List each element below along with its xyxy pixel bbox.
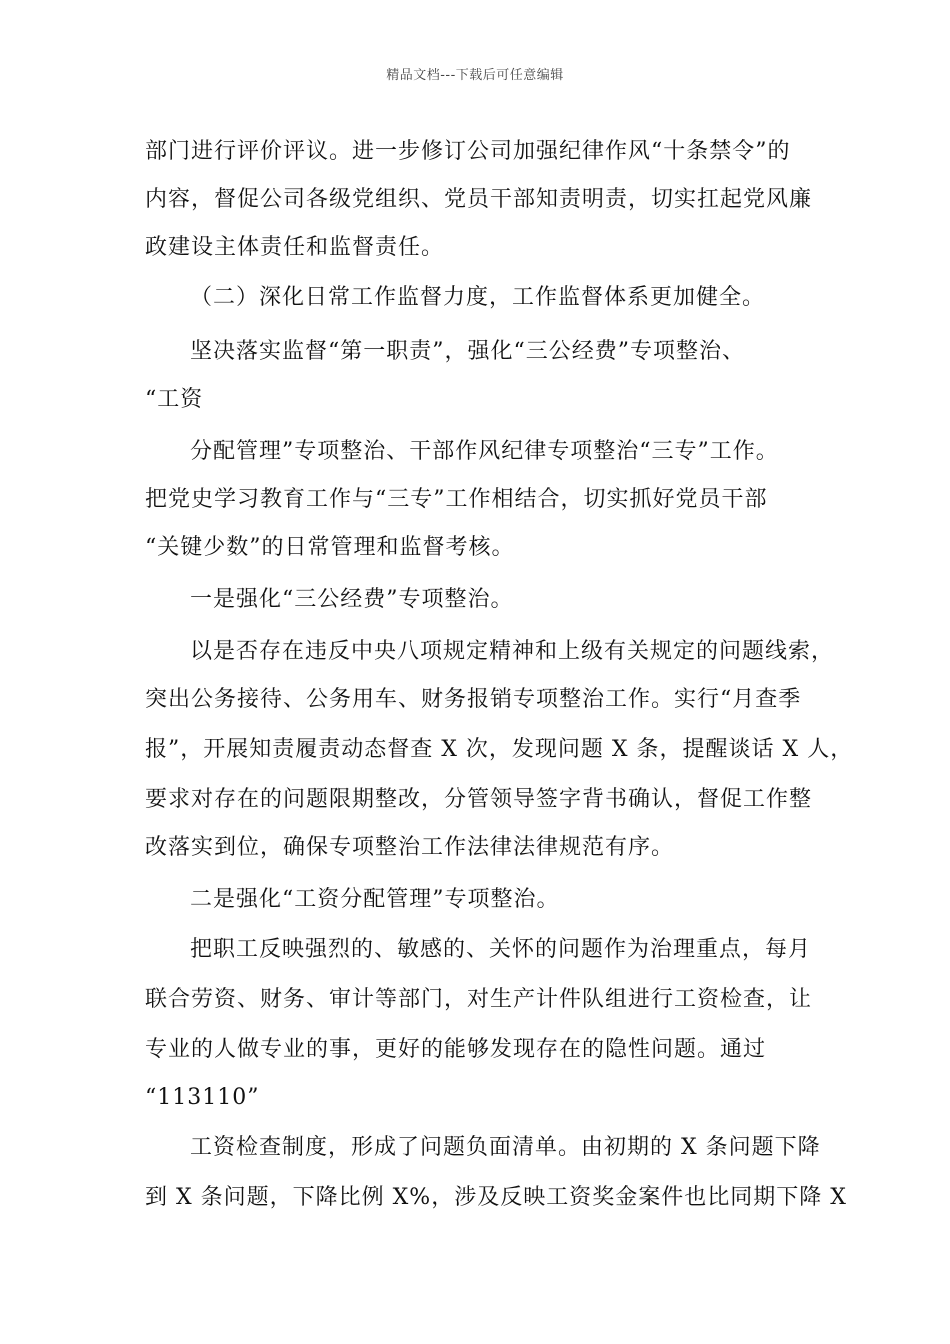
text-line: 突出公务接待、公务用车、财务报销专项整治工作。实行“月查季 (145, 687, 802, 712)
text-line: 把职工反映强烈的、敏感的、关怀的问题作为治理重点，每月 (190, 937, 812, 962)
text-line: 分配管理”专项整治、干部作风纪律专项整治“三专”工作。 (190, 439, 779, 464)
text-line: 把党史学习教育工作与“三专”工作相结合，切实抓好党员干部 (145, 487, 768, 512)
text-line: 工资检查制度，形成了问题负面清单。由初期的 X 条问题下降 (190, 1135, 821, 1160)
text-line: 报”，开展知责履责动态督查 X 次，发现问题 X 条，提醒谈话 X 人， (145, 737, 854, 762)
text-line: “关键少数”的日常管理和监督考核。 (145, 535, 515, 560)
text-line: 专业的人做专业的事，更好的能够发现存在的隐性问题。通过 (145, 1037, 767, 1062)
page-header: 精品文档---下载后可任意编辑 (386, 68, 564, 83)
text-line: 到 X 条问题，下降比例 X%，涉及反映工资奖金案件也比同期下降 X (145, 1185, 847, 1210)
text-line: 联合劳资、财务、审计等部门，对生产计件队组进行工资检查，让 (145, 987, 813, 1012)
section-heading: （二）深化日常工作监督力度，工作监督体系更加健全。 (190, 285, 766, 310)
text-line: 部门进行评价评议。进一步修订公司加强纪律作风“十条禁令”的 (145, 139, 791, 164)
subheading: 二是强化“工资分配管理”专项整治。 (190, 887, 560, 912)
text-line: 政建设主体责任和监督责任。 (145, 235, 445, 260)
subheading: 一是强化“三公经费”专项整治。 (190, 587, 514, 612)
text-line: 坚决落实监督“第一职责”，强化“三公经费”专项整治、 (190, 339, 745, 364)
text-line: “工资 (145, 387, 204, 412)
text-line: “113110” (145, 1085, 260, 1110)
text-line: 要求对存在的问题限期整改，分管领导签字背书确认，督促工作整 (145, 787, 813, 812)
text-line: 改落实到位，确保专项整治工作法律法律规范有序。 (145, 835, 675, 860)
text-line: 以是否存在违反中央八项规定精神和上级有关规定的问题线索， (190, 639, 835, 664)
text-line: 内容，督促公司各级党组织、党员干部知责明责，切实扛起党风廉 (145, 187, 813, 212)
